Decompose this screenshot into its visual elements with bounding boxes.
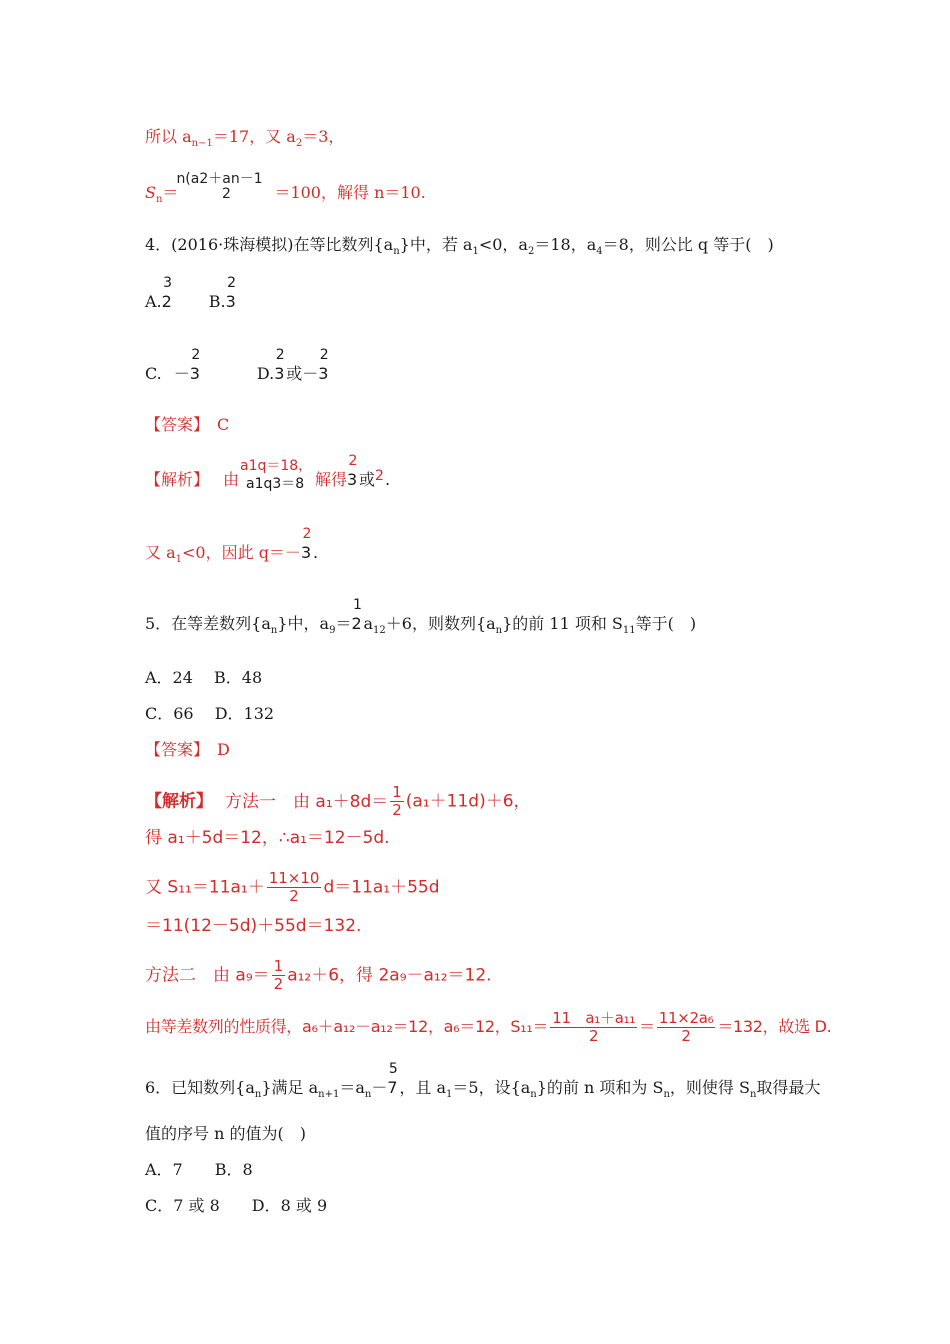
- numerator: 2: [348, 453, 358, 469]
- numerator: 2: [191, 347, 201, 363]
- text: .: [385, 470, 391, 489]
- text: d＝11a₁＋55d: [323, 877, 440, 898]
- text: ，则使得 S: [669, 1078, 750, 1097]
- option-a-label: A.: [145, 292, 162, 311]
- text: }的前 11 项和 S: [502, 614, 623, 633]
- text: }中，若 a: [399, 235, 473, 254]
- prop-fraction-2: [657, 1010, 716, 1045]
- text: ＝a: [339, 1078, 365, 1097]
- text: 解得: [315, 470, 348, 489]
- also-fraction: [300, 526, 313, 563]
- sub: n: [254, 1089, 262, 1101]
- sub: n: [495, 625, 503, 637]
- q5-options-cd: C．66 D．132: [145, 704, 275, 723]
- text: }的前 n 项和为 S: [536, 1078, 664, 1097]
- q5-property: [145, 1010, 831, 1045]
- denominator: 7: [387, 1078, 398, 1097]
- text: ＝8，则公比 q 等于( ): [602, 235, 774, 254]
- text: 方法一 由 a₁＋8d＝: [225, 791, 389, 812]
- denominator: 2: [351, 614, 362, 633]
- q4-options-ab: [145, 275, 238, 312]
- text: ＝: [335, 614, 352, 633]
- q5-method2: [145, 958, 492, 993]
- q6-stem-line2: 值的序号 n 的值为( ): [145, 1124, 306, 1143]
- numerator: 1: [392, 783, 402, 801]
- q4-answer: [145, 415, 229, 435]
- numerator: n(a2＋an－1: [176, 171, 263, 187]
- q5-method1-line3: [145, 870, 440, 905]
- q5-method1-line2: 得 a₁＋5d＝12，∴a₁＝12－5d.: [145, 828, 390, 848]
- sub: n+1: [318, 1089, 340, 1101]
- text: 由等差数列的性质得，a₆＋a₁₂－a₁₂＝12，a₆＝12，S₁₁＝: [145, 1017, 549, 1036]
- text: ＝: [162, 183, 179, 202]
- sub: n: [530, 1089, 537, 1101]
- text: ＝: [639, 1017, 655, 1036]
- text: }满足 a: [261, 1078, 319, 1097]
- sub: n: [393, 246, 400, 258]
- sub: 12: [373, 625, 386, 637]
- text: 由: [223, 470, 240, 489]
- sub: n: [364, 1089, 372, 1101]
- answer-label: 【答案】: [145, 740, 210, 759]
- text: <0，因此 q＝－: [182, 543, 301, 562]
- m2-fraction: [272, 958, 286, 993]
- sub: n−1: [191, 138, 213, 150]
- denominator: 2: [589, 1027, 599, 1045]
- sub: 2: [527, 246, 535, 258]
- option-a-fraction: [161, 275, 174, 312]
- option-b-label: B.: [208, 292, 226, 311]
- denominator: 2: [161, 292, 172, 311]
- q6-stem: [145, 1061, 821, 1105]
- sub: 9: [329, 625, 336, 637]
- q5-method1-line4: ＝11(12－5d)＋55d＝132.: [145, 916, 362, 936]
- or-text: 或－: [286, 364, 319, 383]
- text: ＝5，设{a: [452, 1078, 531, 1097]
- sub: 1: [472, 246, 479, 258]
- denominator: 3: [300, 543, 312, 562]
- or-text: 或: [359, 470, 376, 489]
- sub: 4: [596, 246, 603, 258]
- numerator: 11×10: [268, 869, 320, 887]
- q4-stem: [145, 235, 774, 262]
- q4-also: [145, 526, 319, 570]
- sub: n: [270, 625, 278, 637]
- denominator: 2: [273, 975, 284, 993]
- q5-options-ab: A．24 B．48: [145, 668, 263, 687]
- sign: －: [173, 364, 190, 383]
- option-d-fraction-1: [274, 347, 286, 384]
- q5-stem: [145, 597, 697, 641]
- numerator: 3: [163, 275, 173, 291]
- text: (a₁＋11d)＋6，: [405, 791, 531, 812]
- prev-line-sn: [145, 171, 426, 210]
- text: ＝17，又 a: [212, 127, 296, 146]
- text: }中，a: [277, 614, 330, 633]
- stem-fraction: [387, 1061, 399, 1098]
- sub: 1: [175, 554, 183, 566]
- text: 4．(2016·珠海模拟)在等比数列{a: [145, 235, 394, 254]
- answer-label: 【答案】: [145, 415, 210, 434]
- text: 方法二 由 a₉＝: [145, 965, 270, 986]
- denominator: 3: [274, 364, 285, 383]
- text: ＝100，解得 n＝10.: [274, 183, 426, 202]
- text: .: [312, 543, 319, 562]
- sub: 2: [295, 138, 303, 150]
- text: 又 a: [145, 543, 176, 562]
- system-top: a1q＝18，: [240, 458, 313, 474]
- sub: 11: [622, 625, 636, 637]
- answer-value: C: [217, 415, 230, 434]
- sub: 1: [446, 1089, 453, 1101]
- prev-line-an: [145, 127, 344, 154]
- numerator: 11×2a₆: [658, 1009, 714, 1027]
- numerator: 2: [227, 275, 237, 291]
- option-b-fraction: [225, 275, 238, 312]
- m1-l3-fraction: [267, 870, 322, 905]
- result-fraction: [347, 453, 359, 490]
- text: －: [371, 1078, 388, 1097]
- text: 所以 a: [145, 127, 192, 146]
- text: ＝18，a: [534, 235, 597, 254]
- q6-options-cd: C．7 或 8 D．8 或 9: [145, 1196, 328, 1215]
- numerator: 5: [388, 1061, 398, 1077]
- sn-fraction: [176, 171, 274, 204]
- text: a₁₂＋6，得 2a₉－a₁₂＝12.: [287, 965, 492, 986]
- q5-method1-line1: [145, 784, 531, 819]
- analysis-label: 【解析】: [145, 791, 213, 812]
- q4-options-cd: [145, 347, 330, 384]
- text: 又 S₁₁＝11a₁＋: [145, 877, 265, 898]
- text: ＋6，则数列{a: [385, 614, 496, 633]
- text: 6．已知数列{a: [145, 1078, 255, 1097]
- q4-analysis: [145, 470, 239, 490]
- numerator: 11 a₁＋a₁₁: [552, 1009, 636, 1027]
- q4-analysis-result: [315, 453, 391, 490]
- sub: n: [663, 1089, 670, 1101]
- text: 5．在等差数列{a: [145, 614, 271, 633]
- numerator: 2: [319, 347, 329, 363]
- denominator: 2: [221, 186, 231, 202]
- option-c-label: C.: [145, 364, 162, 383]
- numerator: 2: [275, 347, 285, 363]
- text: a: [363, 614, 374, 633]
- numerator: 1: [353, 597, 362, 613]
- option-c-fraction: [189, 347, 202, 384]
- sub: n: [155, 194, 163, 206]
- numerator: 1: [273, 957, 284, 975]
- text: ，且 a: [399, 1078, 447, 1097]
- prop-fraction-1: [550, 1010, 637, 1045]
- q5-answer: [145, 740, 230, 760]
- numerator: 2: [375, 468, 384, 484]
- text: ＝3，: [302, 127, 345, 146]
- text: 取得最大: [756, 1078, 821, 1097]
- denominator: 2: [681, 1027, 691, 1045]
- q6-options-ab: A．7 B．8: [145, 1160, 253, 1179]
- sub: n: [749, 1089, 757, 1101]
- denominator: 3: [347, 470, 358, 489]
- text: 等于( ): [635, 614, 697, 633]
- numerator: 2: [302, 526, 312, 542]
- text: ＝132，故选 D.: [717, 1017, 832, 1036]
- denominator: 3: [225, 292, 236, 311]
- analysis-label: 【解析】: [145, 470, 210, 489]
- text: S: [145, 183, 156, 202]
- m1-fraction: [390, 784, 404, 819]
- text: <0，a: [478, 235, 528, 254]
- denominator: 3: [189, 364, 200, 383]
- answer-value: D: [217, 740, 230, 759]
- stem-fraction: [351, 597, 363, 634]
- denominator: 3: [318, 364, 329, 383]
- option-d-label: D.: [256, 364, 275, 383]
- denominator: 2: [392, 801, 402, 819]
- system-bottom: a1q3＝8: [246, 476, 305, 492]
- option-d-fraction-2: [318, 347, 330, 384]
- denominator: 2: [289, 887, 299, 905]
